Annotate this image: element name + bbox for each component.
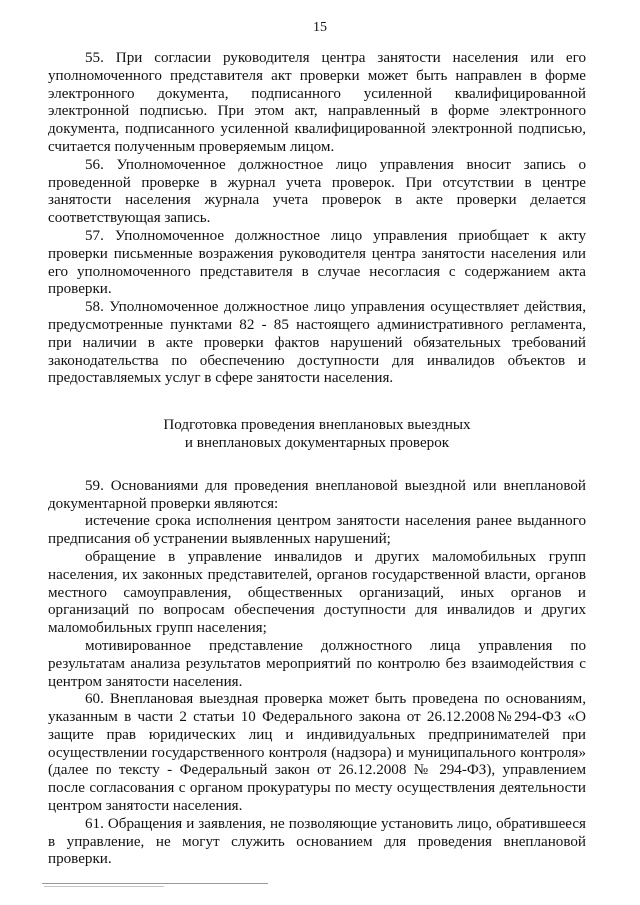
footer-rule: [42, 883, 268, 884]
paragraph-59-item-2: обращение в управление инвалидов и других маломобильных групп населения, их законных представителей, органов государственной власти, органов местного самоуправления, общественных организаций, иных органов и организаций по вопросам обеспечения доступности для инвалидов и других маломобильных групп населения;: [48, 548, 586, 637]
paragraph-59-item-1: истечение срока исполнения центром занятости населения ранее выданного предписания об устранении выявленных нарушений;: [48, 513, 586, 548]
section-heading: [48, 417, 586, 453]
paragraph-56: 56. Уполномоченное должностное лицо управления вносит запись о проведенной проверке в журнал учета проверок. При отсутствии в центре занятости населения журнала учета проверок в акте проверки делается соответствующая запись.: [48, 156, 586, 227]
paragraph-58: 58. Уполномоченное должностное лицо управления осуществляет действия, предусмотренные пунктами 82 - 85 настоящего административного регламента, при наличии в акте проверки фактов нарушений обязательных требований законодательства по обеспечению доступности для инвалидов объектов и предоставляемых услуг в сфере занятости населения.: [48, 299, 586, 387]
paragraph-57: 57. Уполномоченное должностное лицо управления приобщает к акту проверки письменные возражения руководителя центра занятости населения или его уполномоченного представителя в случае несогласия с содержанием акта проверки.: [48, 227, 586, 298]
page-number: 15: [313, 20, 327, 35]
paragraph-59: 59. Основаниями для проведения внеплановой выездной или внеплановой документарной проверки являются:: [48, 477, 586, 512]
document-body: [48, 50, 586, 869]
footer-rule-faint: [44, 886, 164, 887]
paragraph-60: 60. Внеплановая выездная проверка может быть проведена по основаниям, указанным в части 2 статьи 10 Федерального закона от 26.12.2008№294-ФЗ «О защите прав юридических лиц и индивидуальных предпринимателей при осуществлении государственного контроля (надзора) и муниципального контроля» (далее по тексту - Федеральный закон от 26.12.2008 № 294-ФЗ), управлением после согласования с органом прокуратуры по месту осуществления деятельности центром занятости населения.: [48, 691, 586, 815]
paragraph-55: 55. При согласии руководителя центра занятости населения или его уполномоченного представителя акт проверки может быть направлен в форме электронного документа, подписанного усиленной квалифицированной электронной подписью. При этом акт, направленный в форме электронного документа, подписанного усиленной квалифицированной электронной подписью, считается полученным проверяемым лицом.: [48, 50, 586, 155]
paragraph-59-item-3: мотивированное представление должностного лица управления по результатам анализа результатов мероприятий по контролю без взаимодействия с центром занятости населения.: [48, 637, 586, 690]
paragraph-61: 61. Обращения и заявления, не позволяющие установить лицо, обратившееся в управление, не могут служить основанием для проведения внеплановой проверки.: [48, 815, 586, 868]
section-heading-line-2: и внеплановых документарных проверок: [184, 434, 450, 451]
section-heading-line-1: Подготовка проведения внеплановых выездных: [163, 417, 471, 434]
